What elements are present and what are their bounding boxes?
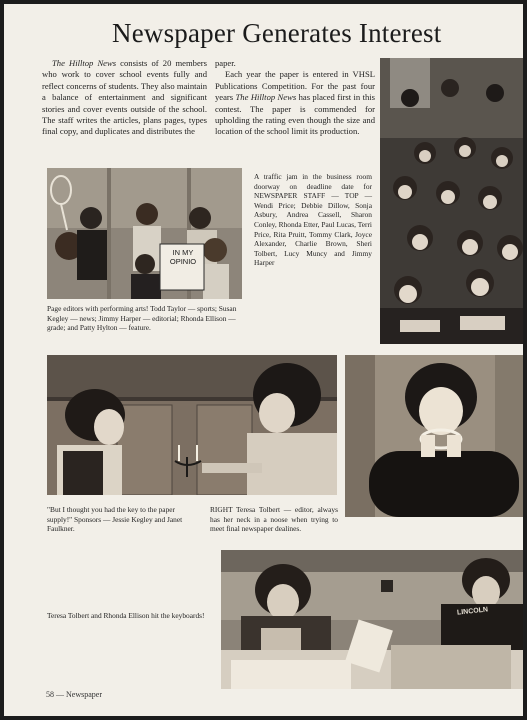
story-text-2b: has placed first in this contest. The paper is commended for upholding the rating even though the size and location of the school limit its production.	[215, 92, 375, 137]
caption-editor-noose: RIGHT Teresa Tolbert — editor, always has her neck in a noose when trying to meet final newspaper dealines.	[210, 505, 338, 534]
story-paragraph-3	[215, 69, 375, 137]
page-headline: Newspaper Generates Interest	[112, 18, 442, 48]
story-column-1	[42, 58, 207, 138]
photo-sponsors	[47, 355, 337, 495]
publication-name: The Hilltop News	[52, 58, 117, 68]
photo-staff-group	[380, 58, 523, 344]
story-paragraph-2: paper.	[215, 58, 236, 68]
caption-page-editors: Page editors with performing arts! Todd Taylor — sports; Susan Kegley — news; Jimmy Harper — editorial; Rhonda Ellison — grade; and Patty Hylton — feature.	[47, 304, 237, 333]
yearbook-page	[4, 4, 523, 716]
shirt-text: LINCOLN	[456, 606, 489, 617]
photo-page-editors	[47, 168, 242, 299]
caption-staff-group: A traffic jam in the business room doorway on deadline date for NEWSPAPER STAFF — TOP — Wendi Price; Debbie Dillow, Sonja Asbury, Andrea Cassell, Sharon Conley, Rhonda Etter, Paul Lucas, Terri Price, Rita Pruitt, Tommy Clark, Joyce Alexander, Charlie Brown, Sheri Tolbert, Lucy Muncy and Jimmy Harper	[254, 172, 372, 268]
photo-keyboards	[221, 550, 523, 689]
opinion-sign-text: IN MY OPINIO	[169, 248, 197, 266]
story-text-1: consists of 20 members who work to cover school events fully and reflect concerns of students. They also maintain a balance of entertainment and significant stories and cover events outside of the school. The staff writes the articles, plans pages, types final copy, and duplicates and distributes the	[42, 58, 207, 137]
publication-name-2: The Hilltop News	[235, 92, 297, 103]
story-paragraph-1	[42, 58, 207, 138]
story-column-2	[215, 58, 375, 138]
story-text-2a: Each year the paper is entered in VHSL Publications Competition. For the past four years	[215, 69, 375, 103]
caption-keyboards: Teresa Tolbert and Rhonda Ellison hit the keyboards!	[47, 611, 205, 620]
photo-editor-noose	[345, 355, 523, 517]
page-folio: 58 — Newspaper	[46, 690, 102, 699]
caption-sponsors: "But I thought you had the key to the paper supply!" Sponsors — Jessie Kegley and Janet Faulkner.	[47, 505, 183, 534]
